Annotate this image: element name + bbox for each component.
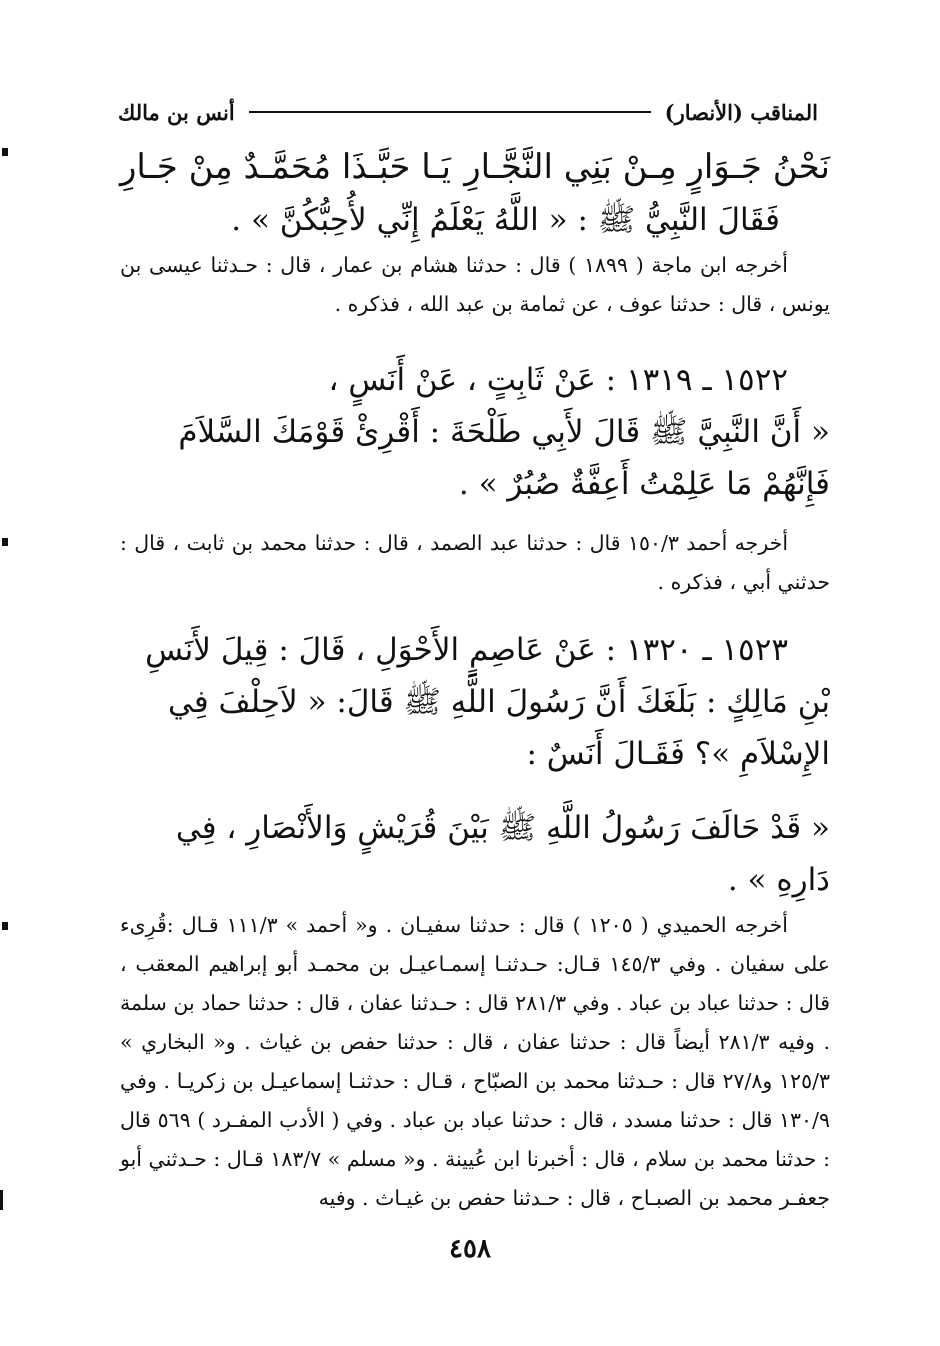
hadith-1522-text: « أَنَّ النَّبِيَّ ﷺ قَالَ لأَبِي طَلْحَةَ : أَقْرِئْ قَوْمَكَ السَّلاَمَ فَإِنَّهُمْ مَا عَلِمْتُ أَعِفَّةٌ صُبُرٌ » . <box>178 414 830 502</box>
chapter-title: أنس بن مالك <box>118 99 235 125</box>
poem-second-hemistich: يَـا حَبَّـذَا مُحَمَّـدٌ مِنْ جَـارِ <box>120 147 452 187</box>
hadith-1522-number-line: ١٥٢٢ ـ ١٣١٩ : عَنْ ثَابِتٍ ، عَنْ أَنَسٍ ، <box>328 362 788 398</box>
page-body <box>120 140 830 1218</box>
scan-edge-mark <box>2 148 8 156</box>
hadith-1523-answer: « قَدْ حَالَفَ رَسُولُ اللَّهِ ﷺ بَيْنَ قُرَيْشٍ وَالأَنْصَارِ ، فِي دَارِهِ » . <box>175 810 830 898</box>
poem-verse <box>120 140 830 194</box>
hadith-1521-takhrij: أخرجه ابن ماجة ( ١٨٩٩ ) قال : حدثنا هشام بن عمار ، قال : حـدثنا عيسى بن يونس ، قال : حدثنا عوف ، عن ثمامة بن عبد الله ، فذكره . <box>120 253 830 316</box>
scan-edge-mark <box>2 922 8 930</box>
page-number: ٤٥٨ <box>449 1234 491 1264</box>
scan-edge-mark <box>2 538 8 546</box>
running-header <box>118 92 818 132</box>
header-rule <box>249 111 651 113</box>
scan-edge-mark <box>0 1190 3 1210</box>
section-title: المناقب (الأنصار) <box>664 99 818 125</box>
hadith-1523-takhrij: أخرجه الحميدي ( ١٢٠٥ ) قال : حدثنا سفيـان . و« أحمد » ١١١/٣ قـال :قُرِىء على سفيان . وفي ١٤٥/٣ قـال: حـدثنـا إسمـاعيـل بن محمـد أبو إبراهيم المعقب ، قال : حدثنا عباد بن عباد . وفي ٢٨١/٣ قال : حـدثنا عفان ، قال : حدثنا حماد بن سلمة . وفيه ٢٨١/٣ أيضاً قال : حدثنا عفان ، قال : حدثنا حفص بن غياث . و« البخاري » ١٢٥/٣ و٢٧/٨ قال : حـدثنا محمد بن الصبّاح ، قـال : حدثنـا إسماعيـل بن زكريـا . وفي ١٣٠/٩ قال : حدثنا مسدد ، قال : حدثنا عباد بن عباد . وفي ( الأدب المفـرد ) ٥٦٩ قال : حدثنا محمد بن سلام ، قال : أخبرنا ابن عُيينة . و« مسلم » ١٨٣/٧ قـال : حـدثني أبو جعفـر محمد بن الصبـاح ، قال : حـدثنا حفص بن غيـاث . وفيه <box>119 913 831 1210</box>
hadith-1523-text: ١٥٢٣ ـ ١٣٢٠ : عَنْ عَاصِمٍ الأَحْوَلِ ، قَالَ : قِيلَ لأَنَسِ بْنِ مَالِكٍ : بَلَغَكَ أَنَّ رَسُولَ اللَّهِ ﷺ قَالَ: « لاَحِلْفَ فِي الإِسْلاَمِ »؟ فَقَـالَ أَنَسٌ : <box>145 632 830 772</box>
hadith-1522-takhrij: أخرجه أحمد ١٥٠/٣ قال : حدثنا عبد الصمد ، قال : حدثنا محمد بن ثابت ، قال : حدثني أبي ، فذكره . <box>120 531 830 594</box>
poem-first-hemistich: نَحْنُ جَـوَارٍ مِـنْ بَنِي النَّجَّـارِ <box>464 147 830 187</box>
hadith-1521-ending: فَقَالَ النَّبِيُّ ﷺ : « اللَّهُ يَعْلَمُ إِنِّي لأُحِبُّكُنَّ » . <box>231 202 780 238</box>
